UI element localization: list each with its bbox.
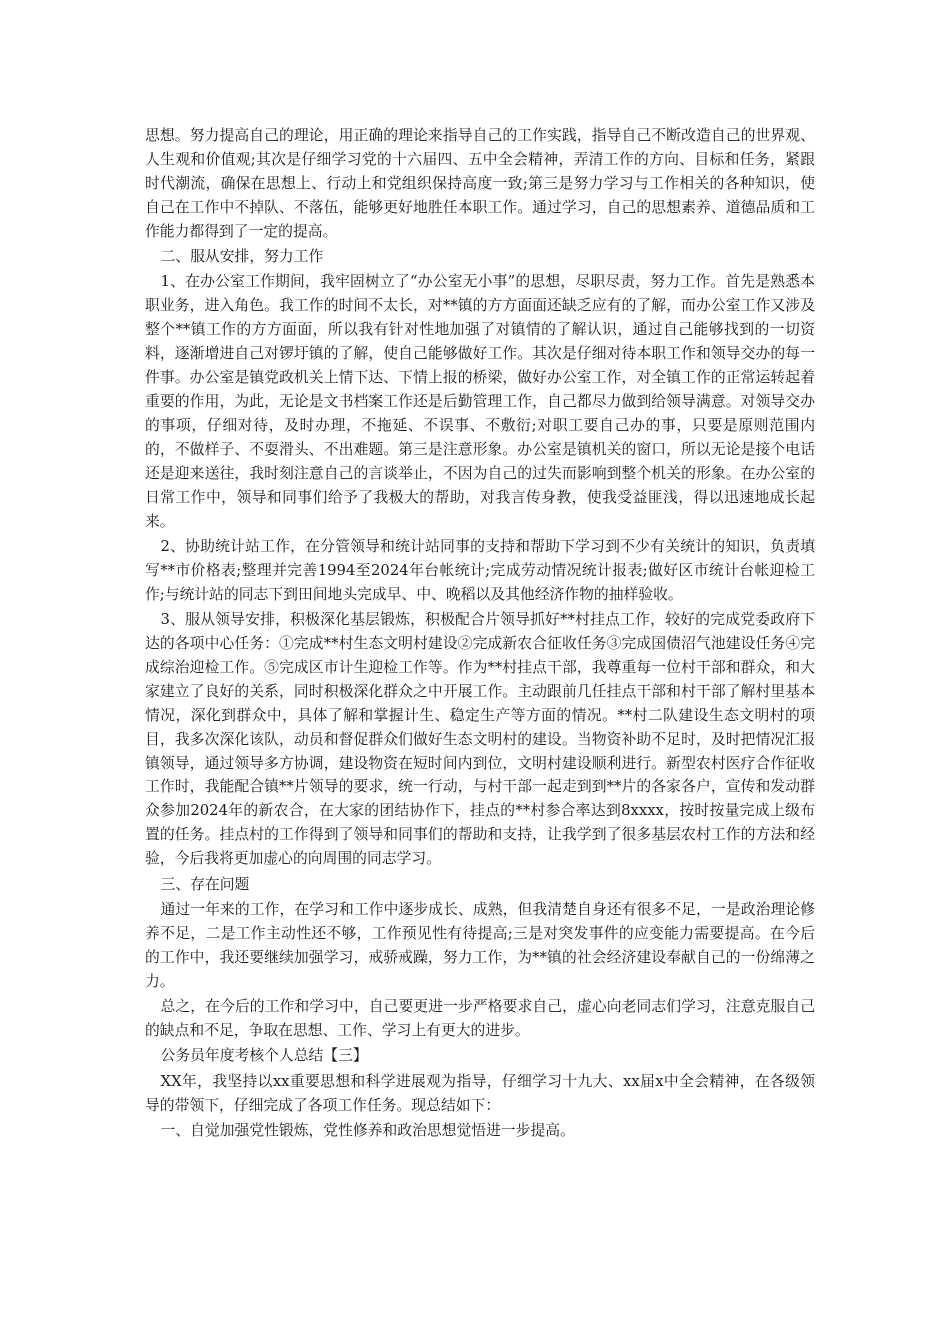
paragraph-statistics-work: 2、协助统计站工作，在分管领导和统计站同事的支持和帮助下学习到不少有关统计的知识，负责填写**市价格表;整理并完善1994至2024年台帐统计;完成劳动情况统计报表;做好区市统计台帐迎检工作;与统计站的同志下到田间地头完成早、中、晚稻以及其他经济作物的抽样验收。: [145, 537, 815, 603]
paragraph-study-continued: 思想。努力提高自己的理论，用正确的理论来指导自己的工作实践，指导自己不断改造自己的世界观、人生观和价值观;其次是仔细学习党的十六届四、五中全会精神，弄清工作的方向、目标和任务，紧跟时代潮流，确保在思想上、行动上和党组织保持高度一致;第三是努力学习与工作相关的各种知识，使自己在工作中不掉队、不落伍，能够更好地胜任本职工作。通过学习，自己的思想素养、道德品质和工作能力都得到了一定的提高。: [145, 127, 815, 240]
paragraph-conclusion: 总之，在今后的工作和学习中，自己要更进一步严格要求自己，虚心向老同志们学习，注意克服自己的缺点和不足，争取在思想、工作、学习上有更大的进步。: [145, 998, 815, 1040]
document-body: [145, 124, 815, 1145]
paragraph-office-work: 1、在办公室工作期间，我牢固树立了“办公室无小事”的思想，尽职尽责，努力工作。首先是熟悉本职业务，进入角色。我工作的时间不太长，对**镇的方方面面还缺乏应有的了解，而办公室工作又涉及整个**镇工作的方方面面，所以我有针对性地加强了对镇情的了解认识，通过自己能够找到的一切资料，逐渐增进自己对锣圩镇的了解，使自己能够做好工作。其次是仔细对待本职工作和领导交办的每一件事。办公室是镇党政机关上情下达、下情上报的桥梁，做好办公室工作，对全镇工作的正常运转起着重要的作用，为此，无论是文书档案工作还是后勤管理工作，自己都尽力做到给领导满意。对领导交办的事项，仔细对待，及时办理，不拖延、不误事、不敷衍;对职工要自己办的事，只要是原则范围内的，不做样子、不耍滑头、不出难题。第三是注意形象。办公室是镇机关的窗口，所以无论是接个电话还是迎来送往，我时刻注意自己的言谈举止，不因为自己的过失而影响到整个机关的形象。在办公室的日常工作中，领导和同事们给予了我极大的帮助，对我言传身教，使我受益匪浅，得以迅速地成长起来。: [145, 273, 815, 530]
section-heading-obey-arrangement: 二、服从安排，努力工作: [160, 248, 324, 266]
paragraph-village-work: 3、服从领导安排，积极深化基层锻炼，积极配合片领导抓好**村挂点工作，较好的完成党委政府下达的各项中心任务：①完成**村生态文明村建设②完成新农合征收任务③完成国债沼气池建设任务④完成综治迎检工作。⑤完成区市计生迎检工作等。作为**村挂点干部，我尊重每一位村干部和群众，和大家建立了良好的关系，同时积极深化群众之中开展工作。主动跟前几任挂点干部和村干部了解村里基本情况，深化到群众中，具体了解和掌握计生、稳定生产等方面的情况。**村二队建设生态文明村的项目，我多次深化该队，动员和督促群众们做好生态文明村的建设。当物资补助不足时，及时把情况汇报镇领导，通过领导多方协调，建设物资在短时间内到位，文明村建设顺利进行。新型农村医疗合作征收工作时，我能配合镇**片领导的要求，统一行动，与村干部一起走到到**片的各家各户，宣传和发动群众参加2024年的新农合，在大家的团结协作下，挂点的**村参合率达到8xxxx，按时按量完成上级布置的任务。挂点村的工作得到了领导和同事们的帮助和支持，让我学到了很多基层农村工作的方法和经验，今后我将更加虚心的向周围的同志学习。: [145, 611, 815, 868]
section-heading-party-training: 一、自觉加强党性锻炼，党性修养和政治思想觉悟进一步提高。: [160, 1122, 575, 1140]
section-title-summary-three: 公务员年度考核个人总结【三】: [160, 1047, 368, 1065]
section-heading-problems: 三、存在问题: [160, 875, 250, 893]
paragraph-problems: 通过一年来的工作，在学习和工作中逐步成长、成熟，但我清楚自身还有很多不足，一是政治理论修养不足，二是工作主动性还不够，工作预见性有待提高;三是对突发事件的应变能力需要提高。在今后的工作中，我还要继续加强学习，戒骄戒躁，努力工作，为**镇的社会经济建设奉献自己的一份绵薄之力。: [145, 901, 815, 990]
paragraph-summary-intro: XX年，我坚持以xx重要思想和科学进展观为指导，仔细学习十九大、xx届x中全会精神，在各级领导的带领下，仔细完成了各项工作任务。现总结如下：: [145, 1072, 815, 1114]
